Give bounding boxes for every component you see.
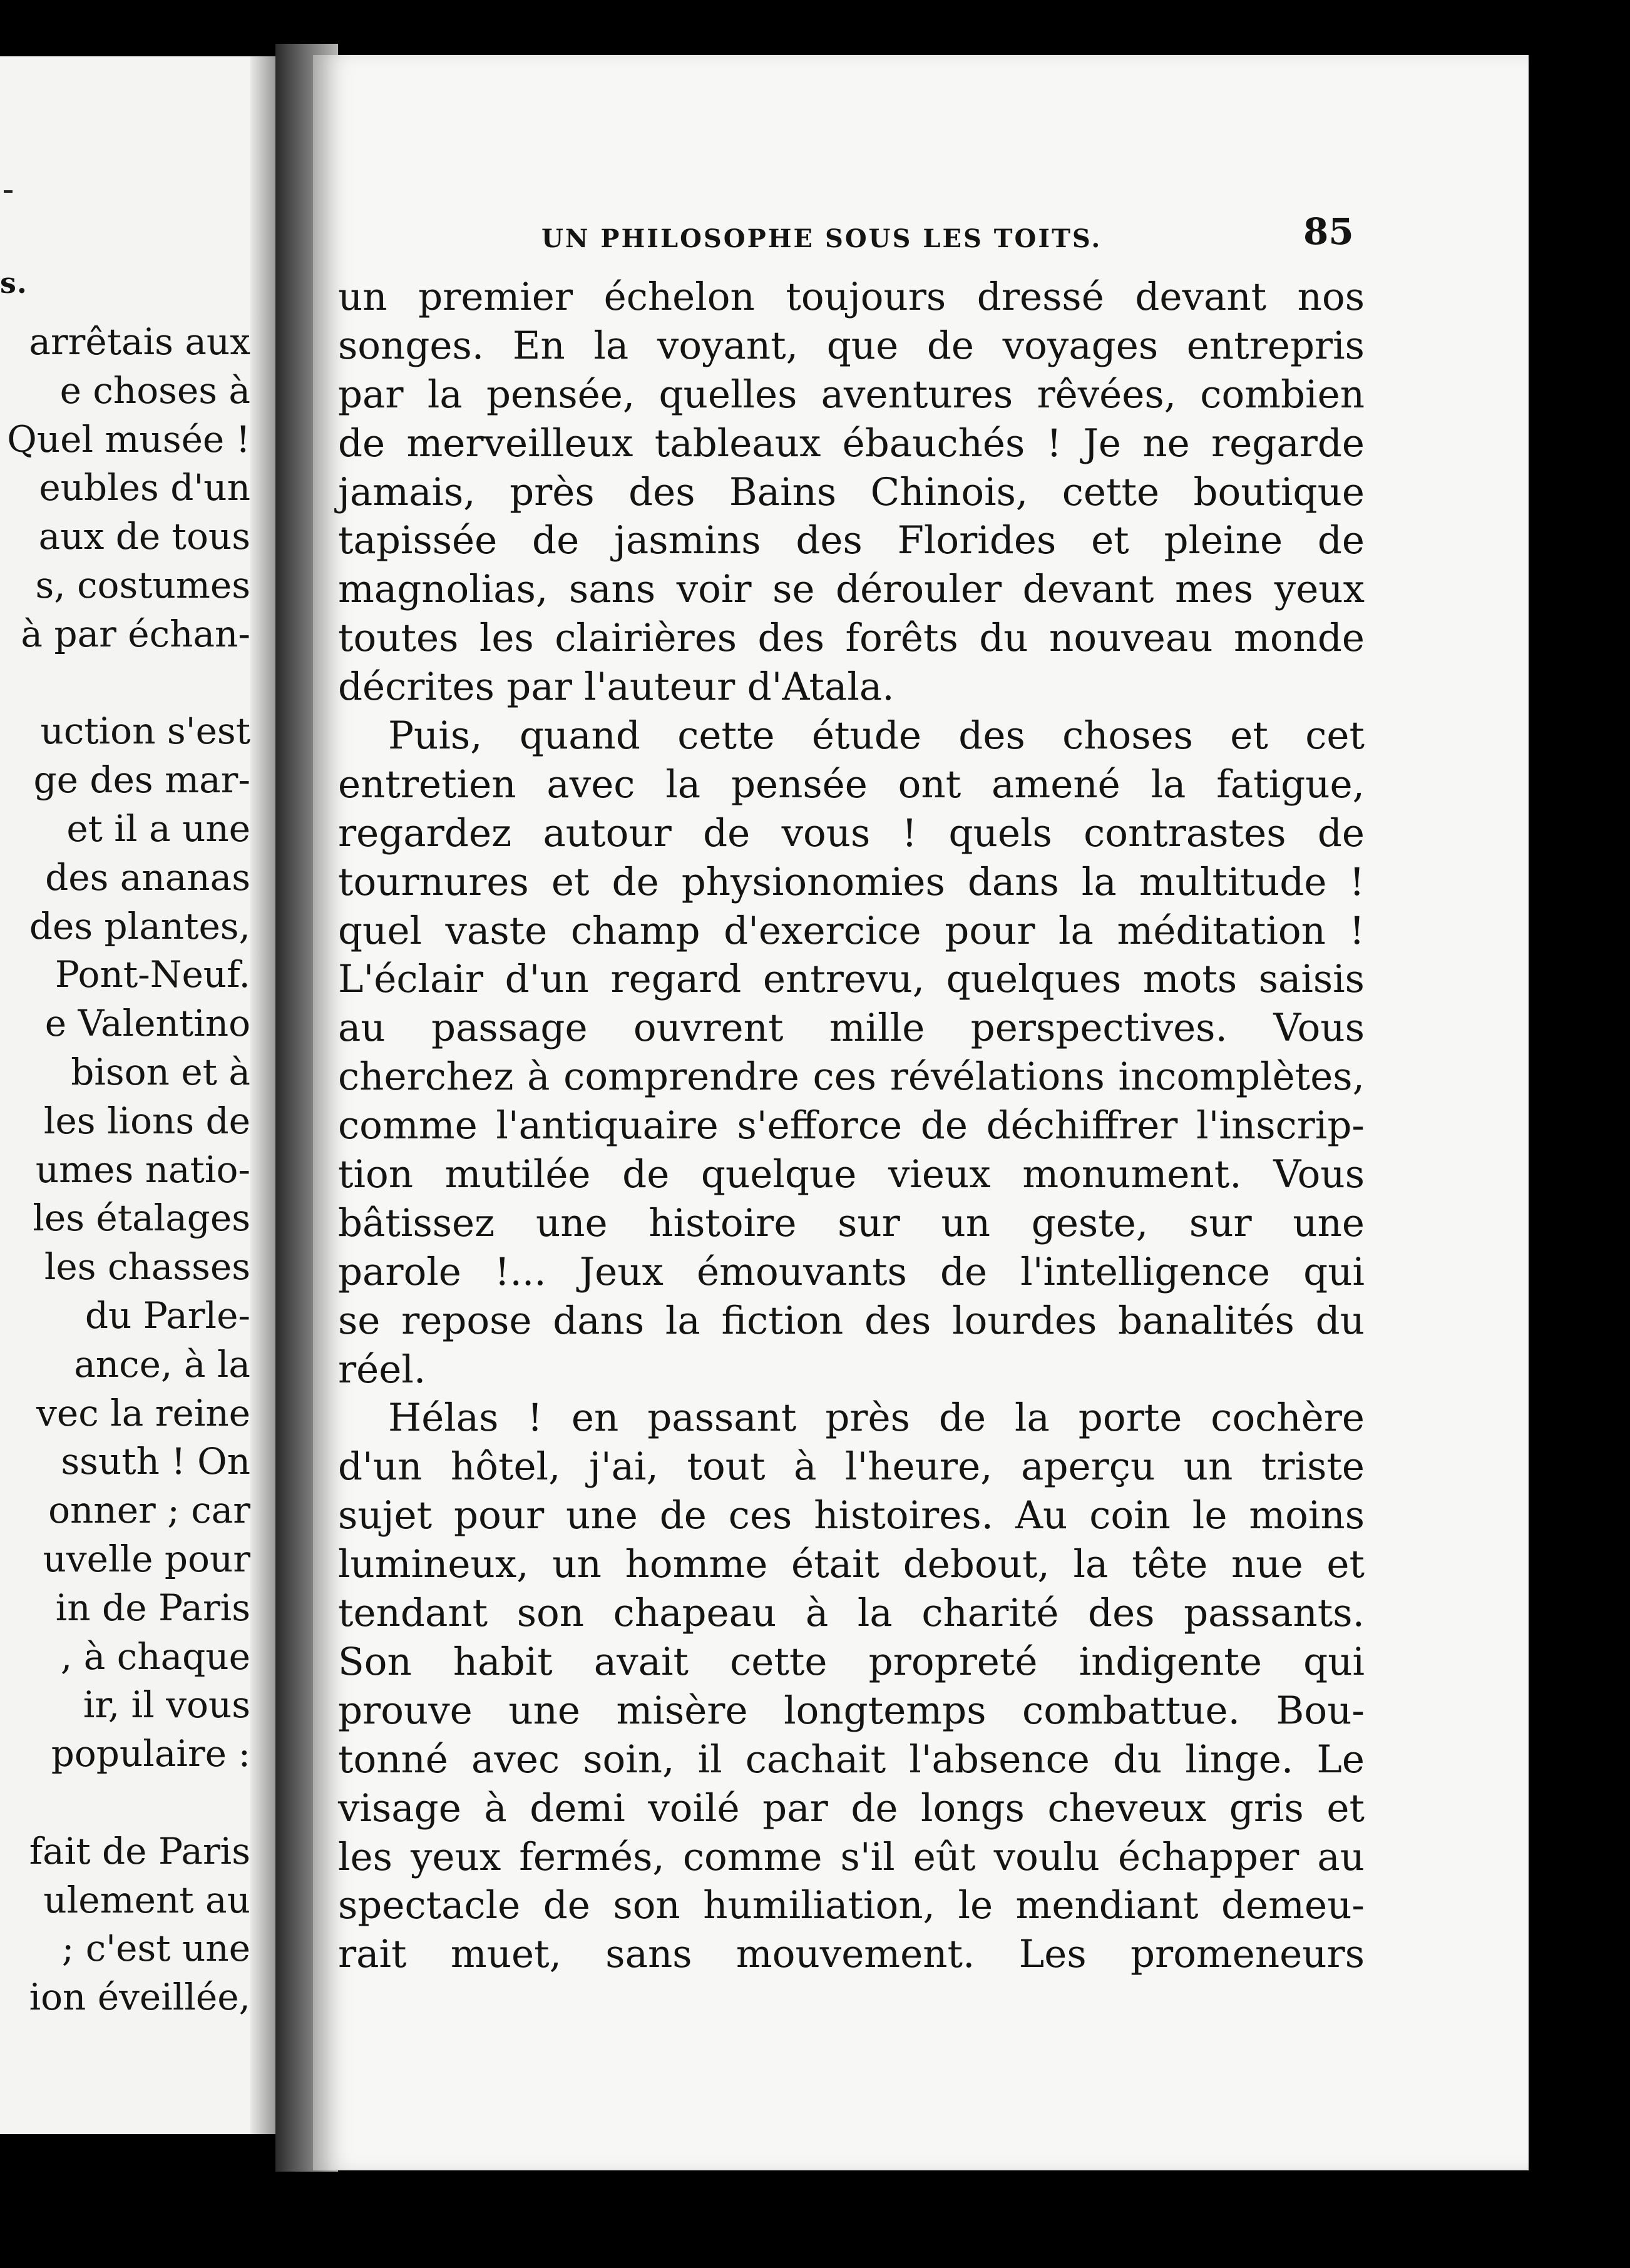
text-line: prouve une misère longtemps combattue. Bou- [338,1688,1365,1733]
left-text-line: eubles d'un [39,466,250,509]
left-text-line: les lions de [43,1099,250,1142]
left-text-line: umes natio- [35,1148,250,1191]
text-line: toutes les clairières des forêts du nouveau monde [338,616,1365,661]
left-text-line [0,1779,250,1827]
left-text-line: onner ; car [48,1489,250,1532]
text-line: les yeux fermés, comme s'il eût voulu échapper au [338,1834,1365,1879]
left-text-line: ge des mar- [33,759,250,802]
text-line: un premier échelon toujours dressé devant nos [338,275,1365,319]
left-running-head: s. [0,266,28,300]
left-text-line: bison et à [71,1050,250,1093]
text-line: jamais, près des Bains Chinois, cette boutique [338,469,1365,514]
left-text-line: ; c'est une [61,1927,250,1970]
left-text-line: des plantes, [29,904,250,948]
left-text-line: vec la reine [36,1391,250,1434]
left-page-text [0,318,250,2022]
left-page-rule [4,190,13,193]
running-head: UN PHILOSOPHE SOUS LES TOITS. [541,224,1102,253]
left-text-line: uvelle pour [43,1537,250,1580]
left-text-line: Pont-Neuf. [54,953,250,996]
text-line: tendant son chapeau à la charité des passants. [338,1591,1365,1636]
text-line: L'éclair d'un regard entrevu, quelques mots saisis [338,957,1365,1002]
body-text [338,273,1365,1979]
left-text-line: uction s'est [40,710,250,753]
text-line: parole !... Jeux émouvants de l'intelligence qui [338,1249,1365,1294]
text-line: au passage ouvrent mille perspectives. Vous [338,1006,1365,1051]
left-text-line: , à chaque [60,1635,250,1678]
left-page-edge-shadow [250,56,275,2134]
text-line: lumineux, un homme était debout, la tête nue et [338,1542,1365,1587]
left-text-line: ssuth ! On [61,1440,250,1483]
left-text-line: populaire : [51,1732,250,1775]
text-line: tonné avec soin, il cachait l'absence du linge. Le [338,1737,1365,1782]
left-text-line: ion éveillée, [29,1976,250,2019]
left-text-line: arrêtais aux [29,320,250,363]
left-text-line: à par échan- [21,612,250,655]
left-text-line: les chasses [44,1245,250,1289]
left-text-line: des ananas [45,856,250,899]
page-number: 85 [1303,210,1354,253]
left-page [0,56,275,2134]
left-text-line [0,659,250,708]
text-line: sujet pour une de ces histoires. Au coin le moins [338,1493,1365,1538]
left-text-line: s, costumes [35,563,250,606]
text-line: visage à demi voilé par de longs cheveux gris et [338,1785,1365,1831]
text-line: cherchez à comprendre ces révélations incomplètes, [338,1055,1365,1100]
text-line: Puis, quand cette étude des choses et cet [388,713,1365,759]
left-text-line: du Parle- [85,1294,250,1337]
left-text-line: aux de tous [38,515,250,558]
left-text-line: fait de Paris [29,1829,250,1872]
text-line: tapissée de jasmins des Florides et pleine de [338,518,1365,563]
left-text-line: Quel musée ! [7,417,250,461]
left-text-line: les étalages [33,1197,250,1240]
left-text-line: ir, il vous [83,1683,250,1727]
text-line: magnolias, sans voir se dérouler devant mes yeux [338,567,1365,612]
text-line: de merveilleux tableaux ébauchés ! Je ne regarde [338,421,1365,466]
text-line: regardez autour de vous ! quels contrastes de [338,810,1365,856]
text-line: comme l'antiquaire s'efforce de déchiffrer l'inscrip- [338,1103,1365,1148]
text-line: songes. En la voyant, que de voyages entrepris [338,323,1365,368]
left-text-line: et il a une [66,807,250,850]
text-line: tion mutilée de quelque vieux monument. Vous [338,1152,1365,1197]
text-line: bâtissez une histoire sur un geste, sur une [338,1200,1365,1245]
text-line: Son habit avait cette propreté indigente qui [338,1639,1365,1684]
left-text-line: ance, à la [74,1342,250,1386]
text-line: spectacle de son humiliation, le mendiant demeu- [338,1883,1365,1928]
text-line: rait muet, sans mouvement. Les promeneurs [338,1932,1365,1977]
text-line: entretien avec la pensée ont amené la fatigue, [338,762,1365,807]
text-line: se repose dans la fiction des lourdes banalités du [338,1298,1365,1343]
left-text-line: in de Paris [55,1586,250,1629]
text-line: tournures et de physionomies dans la multitude ! [338,859,1365,904]
left-text-line: ulement au [43,1878,250,1921]
left-text-line: e choses à [59,369,250,412]
text-line: décrites par l'auteur d'Atala. [338,665,894,710]
text-line: quel vaste champ d'exercice pour la méditation ! [338,908,1365,953]
left-text-line: e Valentino [44,1002,250,1045]
text-line: réel. [338,1347,426,1392]
text-line: Hélas ! en passant près de la porte cochère [388,1396,1365,1441]
text-line: d'un hôtel, j'ai, tout à l'heure, aperçu un triste [338,1444,1365,1489]
text-line: par la pensée, quelles aventures rêvées, combien [338,372,1365,417]
